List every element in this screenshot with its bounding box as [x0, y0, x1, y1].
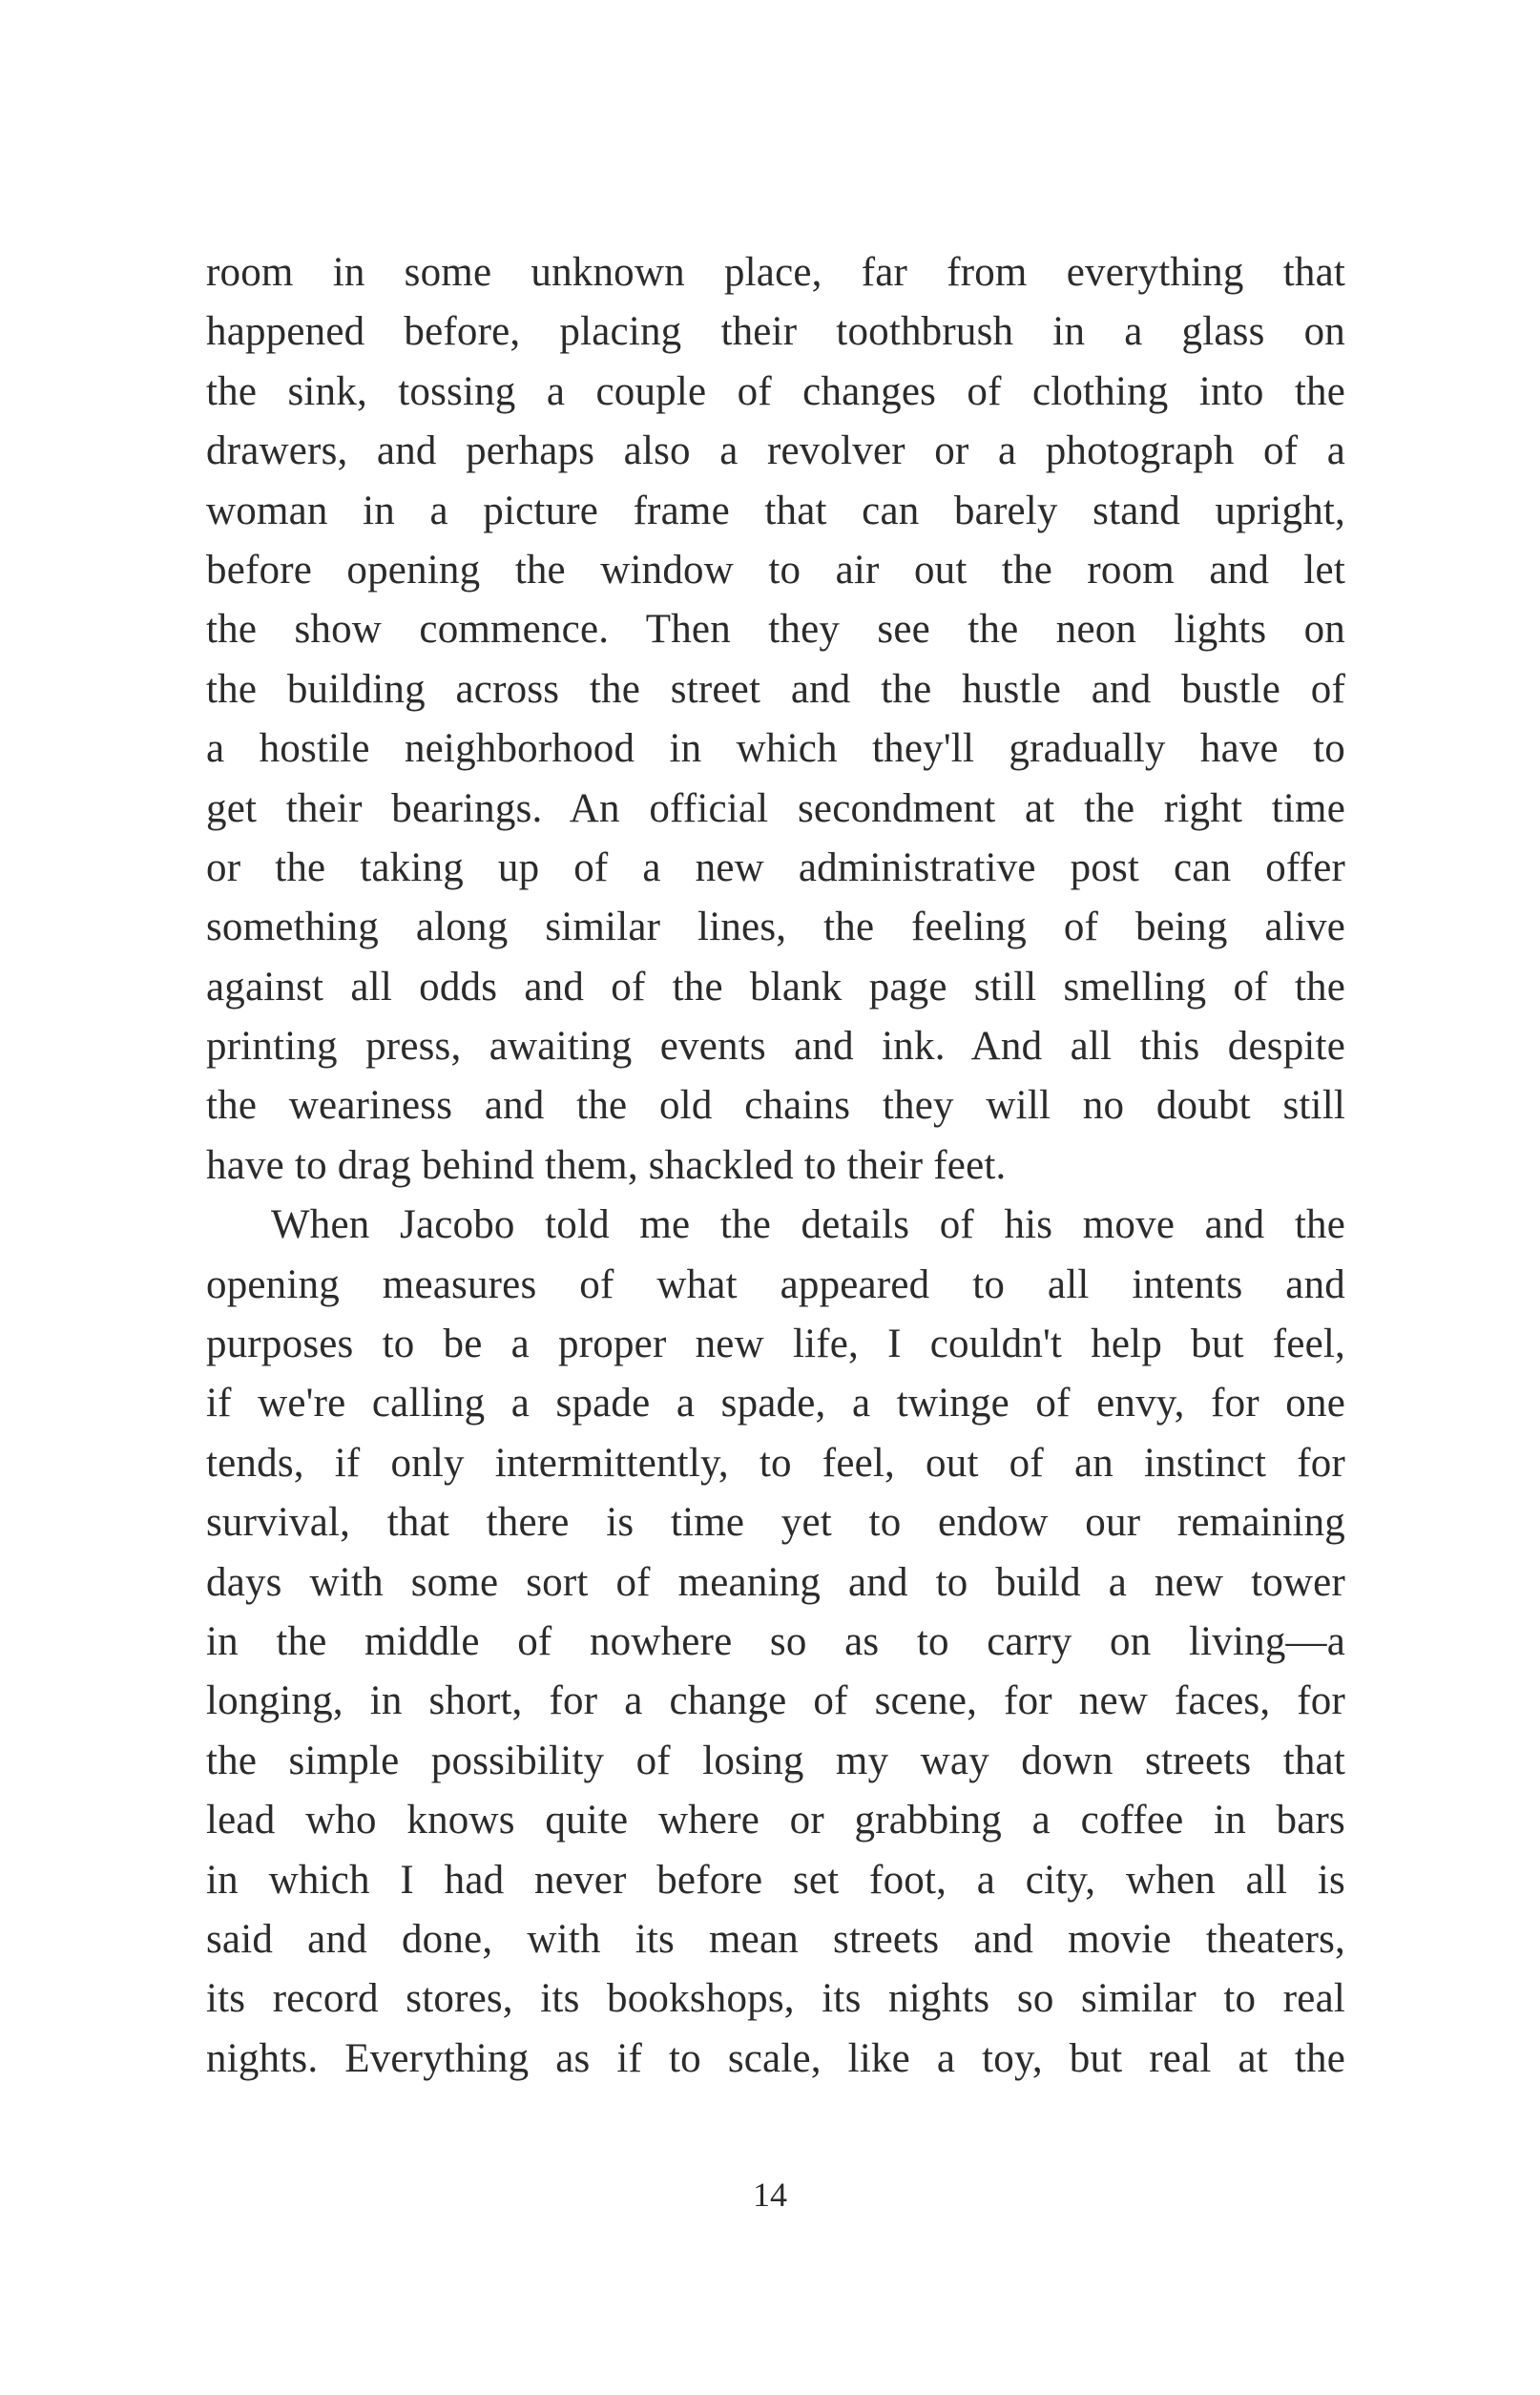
text-line: in the middle of nowhere so as to carry on living—a [206, 1618, 1345, 1664]
text-line: days with some sort of meaning and to build a new tower [206, 1559, 1345, 1605]
page-number: 14 [753, 2176, 787, 2214]
text-line: said and done, with its mean streets and movie theaters, [206, 1916, 1345, 1962]
text-line: something along similar lines, the feeling of being alive [206, 905, 1345, 950]
text-line: tends, if only intermittently, to feel, out of an instinct for [206, 1440, 1345, 1486]
text-line: the show commence. Then they see the neon lights on [206, 607, 1345, 653]
text-line: the weariness and the old chains they will no doubt still [206, 1083, 1345, 1129]
text-line: a hostile neighborhood in which they'll gradually have to [206, 726, 1345, 772]
text-line: purposes to be a proper new life, I couldn't help but feel, [206, 1322, 1345, 1367]
text-line: longing, in short, for a change of scene, for new faces, for [206, 1678, 1345, 1724]
text-line: survival, that there is time yet to endow our remaining [206, 1500, 1345, 1546]
text-line: in which I had never before set foot, a city, when all is [206, 1857, 1345, 1903]
body-text [206, 243, 1345, 2089]
text-line: its record stores, its bookshops, its nights so similar to real [206, 1976, 1345, 2022]
text-line: opening measures of what appeared to all intents and [206, 1261, 1345, 1307]
text-line: the simple possibility of losing my way down streets that [206, 1738, 1345, 1783]
text-line: the building across the street and the hustle and bustle of [206, 666, 1345, 712]
text-line: woman in a picture frame that can barely stand upright, [206, 488, 1345, 533]
text-line: lead who knows quite where or grabbing a coffee in bars [206, 1798, 1345, 1843]
text-line: if we're calling a spade a spade, a twinge of envy, for one [206, 1381, 1345, 1427]
text-line: room in some unknown place, far from everything that [206, 250, 1345, 295]
paragraph-end-line: have to drag behind them, shackled to their feet. [206, 1142, 1007, 1188]
text-line: the sink, tossing a couple of changes of clothing into the [206, 368, 1345, 414]
text-line: nights. Everything as if to scale, like a toy, but real at the [206, 2035, 1345, 2081]
text-line: printing press, awaiting events and ink. And all this despite [206, 1024, 1345, 1070]
text-line: get their bearings. An official secondment at the right time [206, 785, 1345, 831]
text-line: happened before, placing their toothbrush in a glass on [206, 309, 1345, 355]
paragraph-start-line: When Jacobo told me the details of his move and the [271, 1202, 1345, 1248]
text-line: drawers, and perhaps also a revolver or a photograph of a [206, 428, 1345, 474]
text-line: or the taking up of a new administrative post can offer [206, 844, 1345, 890]
text-line: before opening the window to air out the room and let [206, 547, 1345, 593]
text-line: against all odds and of the blank page still smelling of the [206, 964, 1345, 1010]
